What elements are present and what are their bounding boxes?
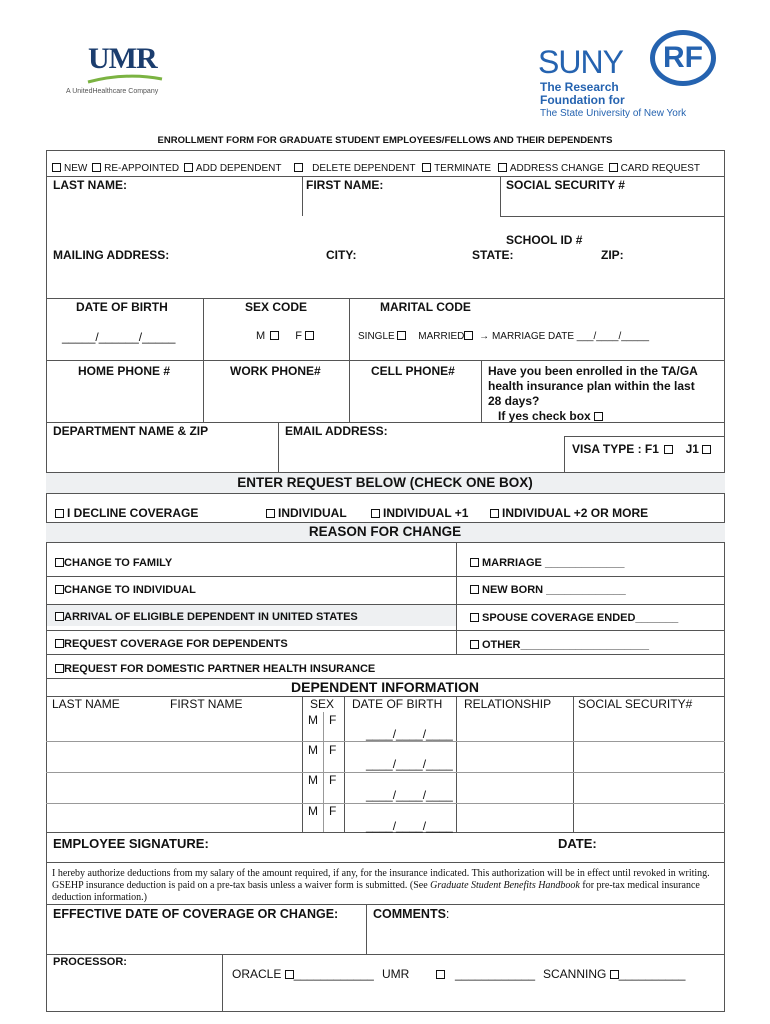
arrival-label: ARRIVAL OF ELIGIBLE DEPENDENT IN UNITED STATES <box>64 611 358 623</box>
new-label: NEW <box>64 163 88 174</box>
umr-blank[interactable]: ____________ <box>455 967 536 981</box>
arrival-checkbox[interactable] <box>55 612 64 621</box>
change-family-checkbox[interactable] <box>55 558 64 567</box>
email-label: EMAIL ADDRESS: <box>285 424 388 438</box>
sex-m-label: M <box>256 330 266 342</box>
dep1-sex-f[interactable]: F <box>329 713 337 727</box>
oracle-checkbox[interactable] <box>285 970 294 979</box>
scanning-blank[interactable]: __________ <box>618 967 686 981</box>
reason-new-born[interactable] <box>470 584 626 596</box>
umr-tagline: A UnitedHealthcare Company <box>66 88 159 95</box>
request-dependents-label: REQUEST COVERAGE FOR DEPENDENTS <box>64 638 288 650</box>
col-first-name: FIRST NAME <box>170 697 243 711</box>
scanning-checkbox[interactable] <box>610 970 619 979</box>
ssn-input[interactable] <box>504 194 722 214</box>
work-phone-label: WORK PHONE# <box>230 364 321 378</box>
request-heading: ENTER REQUEST BELOW (CHECK ONE BOX) <box>237 475 533 490</box>
rf-line2: Foundation for <box>540 93 625 107</box>
reason-marriage[interactable] <box>470 557 624 569</box>
reason-change-family[interactable] <box>55 557 172 569</box>
processor-label: PROCESSOR: <box>53 956 127 968</box>
employee-signature-label: EMPLOYEE SIGNATURE: <box>53 836 209 851</box>
col-last-name: LAST NAME <box>52 697 120 711</box>
spouse-ended-label: SPOUSE COVERAGE ENDED_______ <box>482 612 679 624</box>
reappointed-label: RE-APPOINTED <box>104 163 180 174</box>
decline-checkbox[interactable] <box>55 509 64 518</box>
change-family-label: CHANGE TO FAMILY <box>64 557 173 569</box>
scanning-label: SCANNING <box>543 967 607 981</box>
reason-request-dependents[interactable] <box>55 638 288 650</box>
spouse-ended-checkbox[interactable] <box>470 613 479 622</box>
rf-logo-text: RF <box>663 41 703 74</box>
dep1-dob[interactable]: ____/____/____ <box>366 727 453 741</box>
zip-label: ZIP: <box>601 248 624 262</box>
visa-j1-checkbox[interactable] <box>702 445 711 454</box>
single-label: SINGLE <box>358 331 395 342</box>
comments-label <box>373 907 449 921</box>
card-request-label: CARD REQUEST <box>620 163 701 174</box>
dob-label: DATE OF BIRTH <box>76 300 168 314</box>
rf-line1: The Research <box>540 80 619 94</box>
last-name-input[interactable] <box>50 194 298 214</box>
other-label: OTHER_____________________ <box>482 639 649 651</box>
single-checkbox[interactable] <box>397 331 406 340</box>
ssn-label: SOCIAL SECURITY # <box>506 178 625 192</box>
effective-date-input[interactable] <box>50 922 362 952</box>
city-label: CITY: <box>326 248 357 262</box>
home-phone-label: HOME PHONE # <box>78 364 171 378</box>
department-label: DEPARTMENT NAME & ZIP <box>53 424 209 438</box>
rf-circle-icon <box>650 30 716 86</box>
dep2-sex-m[interactable]: M <box>308 743 318 757</box>
card-request-checkbox[interactable] <box>609 163 618 172</box>
oracle-label: ORACLE <box>232 967 282 981</box>
reason-change-individual[interactable] <box>55 584 196 596</box>
umr-checkbox[interactable] <box>436 970 445 979</box>
suny-logo-text: SUNY <box>538 44 623 80</box>
terminate-checkbox[interactable] <box>422 163 431 172</box>
dep3-dob[interactable]: ____/____/____ <box>366 788 453 802</box>
authorization-text <box>52 868 722 904</box>
marriage-checkbox[interactable] <box>470 558 479 567</box>
date-label: DATE: <box>558 836 597 851</box>
request-options <box>55 506 725 522</box>
if-yes-label: If yes check box <box>498 409 591 423</box>
enrolled-question <box>488 364 698 424</box>
individual-plus1-label: INDIVIDUAL +1 <box>383 506 469 520</box>
marital-code-label: MARITAL CODE <box>380 300 471 314</box>
suny-rf-logo <box>538 30 728 122</box>
auth-line2c: for pre-tax medical insurance <box>579 880 700 891</box>
marital-options <box>358 331 649 342</box>
married-label: MARRIED <box>418 331 465 342</box>
sex-options <box>256 330 317 342</box>
individual-plus2-checkbox[interactable] <box>490 509 499 518</box>
form-title: ENROLLMENT FORM FOR GRADUATE STUDENT EMPLOYEES/FELLOWS AND THEIR DEPENDENTS <box>157 135 613 146</box>
auth-line3: deduction information.) <box>52 892 147 903</box>
comments-input[interactable] <box>372 922 722 952</box>
delete-dependent-checkbox[interactable] <box>294 163 303 172</box>
new-checkbox[interactable] <box>52 163 61 172</box>
add-dependent-label: ADD DEPENDENT <box>195 163 282 174</box>
individual-checkbox[interactable] <box>266 509 275 518</box>
arrow-icon: → <box>479 331 490 342</box>
address-change-label: ADDRESS CHANGE <box>509 163 604 174</box>
work-phone-input[interactable] <box>207 380 345 418</box>
dep2-sex-f[interactable]: F <box>329 743 337 757</box>
comments-colon: : <box>445 907 450 921</box>
auth-line2a: GSEHP insurance deduction is paid on a pre-tax basis unless a waiver form is submitted. (See <box>52 880 431 891</box>
sex-code-label: SEX CODE <box>245 300 308 314</box>
first-name-label: FIRST NAME: <box>306 178 384 192</box>
dep1-sex-m[interactable]: M <box>308 713 318 727</box>
dep4-sex-f[interactable]: F <box>329 804 337 818</box>
visa-type <box>572 442 714 456</box>
domestic-partner-label: REQUEST FOR DOMESTIC PARTNER HEALTH INSURANCE <box>64 663 376 675</box>
reason-other[interactable] <box>470 639 649 651</box>
delete-dependent-label: DELETE DEPENDENT <box>312 163 416 174</box>
col-relationship: RELATIONSHIP <box>464 697 552 711</box>
individual-label: INDIVIDUAL <box>278 506 347 520</box>
terminate-label: TERMINATE <box>434 163 492 174</box>
marriage-date-label[interactable]: MARRIAGE DATE ___/____/_____ <box>491 331 650 342</box>
reason-arrival[interactable] <box>55 611 358 623</box>
sex-m-checkbox[interactable] <box>270 331 279 340</box>
dep2-dob[interactable]: ____/____/____ <box>366 757 453 771</box>
married-checkbox[interactable] <box>464 331 473 340</box>
umr-swoosh-icon <box>86 74 164 84</box>
school-id-label: SCHOOL ID # <box>506 233 583 247</box>
sex-f-checkbox[interactable] <box>305 331 314 340</box>
individual-plus1-checkbox[interactable] <box>371 509 380 518</box>
enrolled-q1: Have you been enrolled in the TA/GA <box>488 364 698 378</box>
request-dependents-checkbox[interactable] <box>55 639 64 648</box>
rf-line3: The State University of New York <box>540 108 687 119</box>
reason-heading: REASON FOR CHANGE <box>308 524 462 539</box>
handbook-title: Graduate Student Benefits Handbook <box>430 880 580 891</box>
mailing-address-label: MAILING ADDRESS: <box>53 248 170 262</box>
auth-line1: I hereby authorize deductions from my salary of the amount required, if any, for the insurance indicated. This authorization will be in effect until revoked in writing. <box>52 868 710 879</box>
home-phone-input[interactable] <box>50 380 200 418</box>
dob-input[interactable]: _____/______/_____ <box>62 330 176 344</box>
cell-phone-label: CELL PHONE# <box>371 364 455 378</box>
comments-label-text: COMMENTS <box>373 907 446 921</box>
visa-j1-label: J1 <box>685 442 699 456</box>
email-input[interactable] <box>284 440 564 470</box>
dep3-sex-f[interactable]: F <box>329 773 337 787</box>
department-input[interactable] <box>50 440 274 470</box>
domestic-partner-checkbox[interactable] <box>55 664 64 673</box>
new-born-label: NEW BORN _____________ <box>482 584 626 596</box>
reappointed-checkbox[interactable] <box>92 163 101 172</box>
umr-logo <box>66 42 168 100</box>
add-dependent-checkbox[interactable] <box>184 163 193 172</box>
umr-logo-text: UMR <box>88 42 157 75</box>
umr-label: UMR <box>382 967 410 981</box>
reason-spouse-ended[interactable] <box>470 612 678 624</box>
sex-f-label: F <box>295 330 303 342</box>
marriage-label: MARRIAGE _____________ <box>482 557 625 569</box>
enrolled-q3: 28 days? <box>488 394 540 408</box>
dependents-heading: DEPENDENT INFORMATION <box>291 679 479 695</box>
state-label: STATE: <box>472 248 514 262</box>
other-checkbox[interactable] <box>470 640 479 649</box>
auth-line2 <box>52 880 722 892</box>
enrolled-q2: health insurance plan within the last <box>488 379 695 393</box>
dep3-sex-m[interactable]: M <box>308 773 318 787</box>
action-row <box>52 163 700 174</box>
col-ssn: SOCIAL SECURITY# <box>578 697 693 711</box>
dep4-sex-m[interactable]: M <box>308 804 318 818</box>
first-name-input[interactable] <box>306 194 496 214</box>
address-input[interactable] <box>50 264 722 296</box>
cell-phone-input[interactable] <box>353 380 477 418</box>
oracle-blank[interactable]: ____________ <box>293 967 374 981</box>
last-name-label: LAST NAME: <box>53 178 127 192</box>
address-change-checkbox[interactable] <box>498 163 507 172</box>
change-individual-checkbox[interactable] <box>55 585 64 594</box>
col-sex: SEX <box>310 697 335 711</box>
date-input[interactable] <box>604 834 722 860</box>
col-dob: DATE OF BIRTH <box>352 697 443 711</box>
reason-domestic-partner[interactable] <box>55 663 375 675</box>
individual-plus2-label: INDIVIDUAL +2 OR MORE <box>502 506 649 520</box>
visa-f1-checkbox[interactable] <box>664 445 673 454</box>
effective-date-label: EFFECTIVE DATE OF COVERAGE OR CHANGE: <box>53 907 339 921</box>
employee-signature-input[interactable] <box>230 834 550 860</box>
visa-f1-label: VISA TYPE : F1 <box>572 442 659 456</box>
decline-label: I DECLINE COVERAGE <box>67 506 199 520</box>
new-born-checkbox[interactable] <box>470 585 479 594</box>
dep4-dob[interactable]: ____/____/____ <box>366 819 453 833</box>
change-individual-label: CHANGE TO INDIVIDUAL <box>64 584 196 596</box>
if-yes-checkbox[interactable] <box>594 412 603 421</box>
